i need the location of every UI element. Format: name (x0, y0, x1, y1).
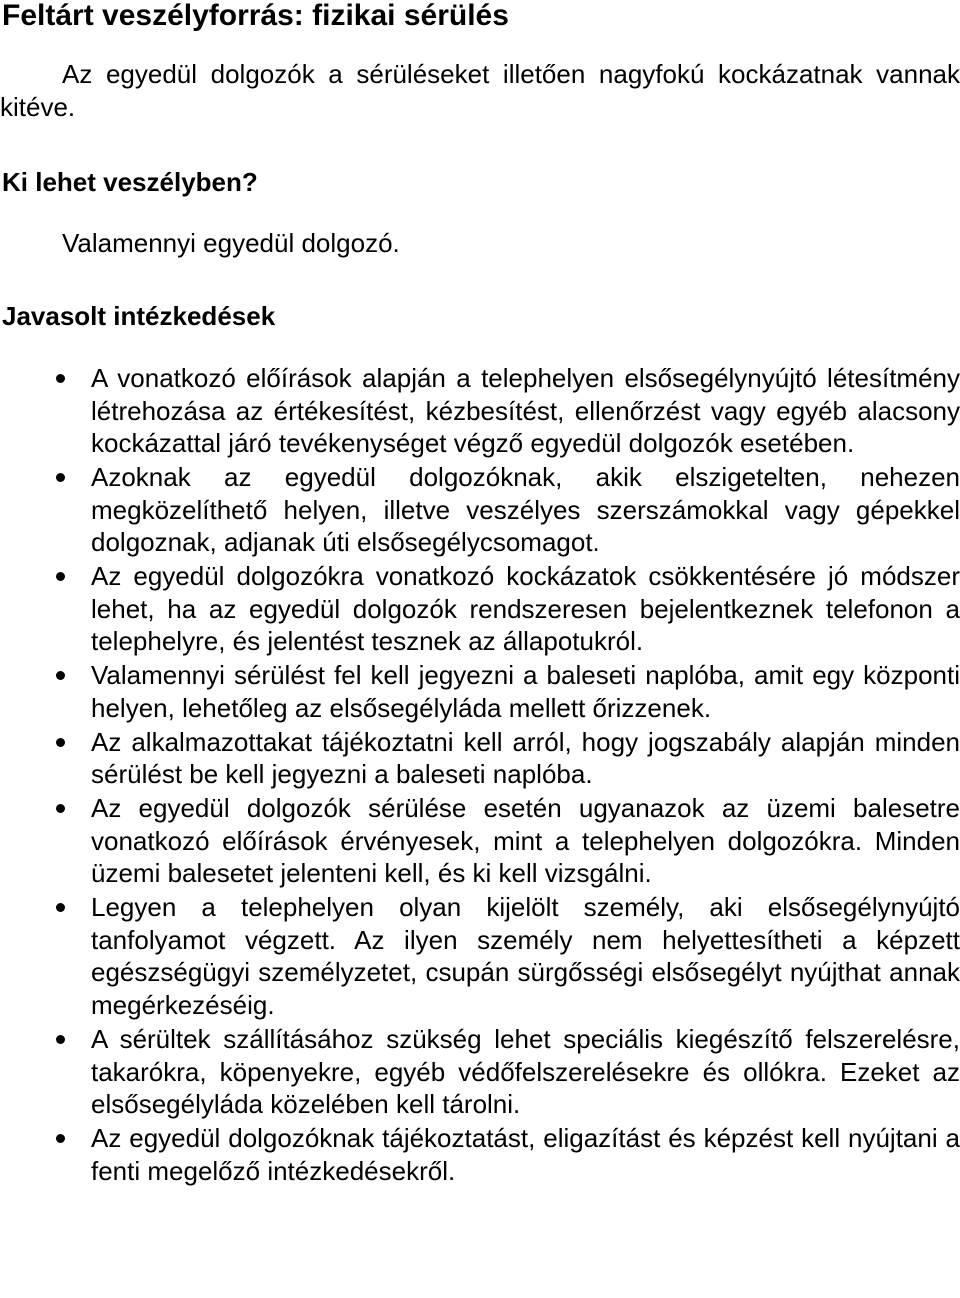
list-item-text: Az alkalmazottakat tájékoztatni kell arról, hogy jogszabály alapján minden sérülést be kell jegyezni a baleseti naplóba. (91, 726, 960, 790)
list-item (0, 726, 960, 791)
list-item-text: A vonatkozó előírások alapján a telephelyen elsősegélynyújtó létesítmény létrehozása az értékesítést, kézbesítést, ellenőrzést vagy egyéb alacsony kockázattal járó tevékenységet végző egyedül dolgozók esetében. (91, 363, 960, 459)
list-item-text: Legyen a telephelyen olyan kijelölt személy, aki elsősegélynyújtó tanfolyamot végzett. Az ilyen személy nem helyettesítheti a képzett egészségügyi személyzetet, csupán sürgősségi elsősegélyt nyújthat annak megérkezéséig. (91, 892, 960, 1021)
list-item (0, 792, 960, 890)
list-item (0, 362, 960, 460)
bullet-icon (56, 903, 65, 912)
question-heading: Ki lehet veszélyben? (2, 167, 258, 197)
list-item (0, 461, 960, 559)
bullet-icon (56, 671, 65, 680)
list-item (0, 891, 960, 1021)
list-item (0, 1023, 960, 1121)
document-title: Feltárt veszélyforrás: fizikai sérülés (2, 0, 509, 32)
list-item-text: Az egyedül dolgozók sérülése esetén ugyanazok az üzemi balesetre vonatkozó előírások érvényesek, mint a telephelyen dolgozókra. Minden üzemi balesetet jelenteni kell, és ki kell vizsgálni. (91, 793, 960, 889)
bullet-icon (56, 804, 65, 813)
list-item-text: Valamennyi sérülést fel kell jegyezni a baleseti naplóba, amit egy központi helyen, lehetőleg az elsősegélyláda mellett őrizzenek. (91, 660, 960, 723)
list-item (0, 560, 960, 658)
list-item (0, 1122, 960, 1187)
list-item-text: Azoknak az egyedül dolgozóknak, akik elszigetelten, nehezen megközelíthető helyen, illetve veszélyes szerszámokkal vagy gépekkel dolgoznak, adjanak úti elsősegélycsomagot. (91, 462, 960, 558)
intro-paragraph: Az egyedül dolgozók a sérüléseket illetően nagyfokú kockázatnak vannak kitéve. (0, 59, 960, 122)
list-item-text: A sérültek szállításához szükség lehet speciális kiegészítő felszerelésre, takarókra, köpenyekre, egyéb védőfelszerelésekre és ollókra. Ezeket az elsősegélyláda közelében kell tárolni. (91, 1023, 960, 1120)
bullet-icon (56, 1134, 65, 1143)
list-item (0, 659, 960, 724)
measures-list (0, 362, 960, 1189)
list-item-text: Az egyedül dolgozóknak tájékoztatást, eligazítást és képzést kell nyújtani a fenti megelőző intézkedésekről. (91, 1123, 960, 1186)
measures-heading: Javasolt intézkedések (2, 301, 276, 331)
answer-paragraph: Valamennyi egyedül dolgozó. (62, 228, 400, 258)
bullet-icon (56, 473, 65, 482)
bullet-icon (56, 738, 65, 747)
list-item-text: Az egyedül dolgozókra vonatkozó kockázatok csökkentésére jó módszer lehet, ha az egyedül dolgozók rendszeresen bejelentkeznek telefonon a telephelyre, és jelentést tesznek az állapotukról. (91, 561, 960, 657)
bullet-icon (56, 374, 65, 383)
bullet-icon (56, 1035, 65, 1044)
bullet-icon (56, 572, 65, 581)
